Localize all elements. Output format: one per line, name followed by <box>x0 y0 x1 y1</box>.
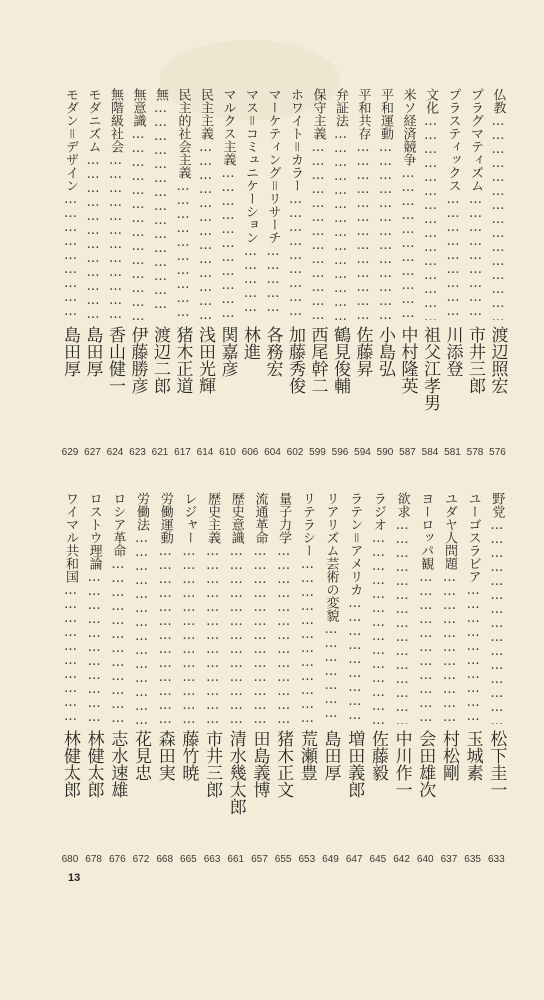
toc-entry <box>261 88 284 458</box>
entry-author: 増田義郎 <box>344 730 365 798</box>
entry-author: 猪木正文 <box>273 730 294 798</box>
entry-title: ワイマル共和国 ………………………………………………………………………………………… <box>58 492 82 724</box>
toc-entry <box>351 88 374 458</box>
entry-author: 川添登 <box>442 326 463 377</box>
entry-title: 弁証法 ………………………………………………………………………………………… <box>328 88 352 320</box>
toc-entry <box>224 492 248 865</box>
entry-page-number: 606 <box>241 447 259 458</box>
entry-title: 流通革命 ………………………………………………………………………………………… <box>247 492 271 724</box>
toc-entry <box>319 492 343 865</box>
toc-entry <box>373 88 396 458</box>
entry-page-number: 657 <box>251 854 268 865</box>
toc-entry <box>342 492 366 865</box>
entry-page-number: 627 <box>84 447 101 458</box>
entry-author: 玉城素 <box>462 730 483 781</box>
entry-page-number: 629 <box>61 447 79 458</box>
entry-title: 歴史主義 ………………………………………………………………………………………… <box>200 492 224 724</box>
entry-page-number: 678 <box>85 854 102 865</box>
entry-author: 香山健一 <box>105 326 125 394</box>
entry-page-number: 614 <box>196 447 214 458</box>
toc-entry <box>418 88 441 458</box>
entry-title: レジャー ………………………………………………………………………………………… <box>176 492 200 724</box>
entry-page-number: 602 <box>286 447 304 458</box>
entry-author: 島田厚 <box>320 730 341 781</box>
entry-author: 藤竹暁 <box>178 730 199 781</box>
entry-title: 労働運動 ………………………………………………………………………………………… <box>153 492 177 724</box>
entry-author: 祖父江孝男 <box>420 326 440 411</box>
entry-page-number: 594 <box>354 447 371 458</box>
entry-author: 森田実 <box>154 730 175 781</box>
entry-author: 島田厚 <box>60 326 80 377</box>
entry-title: 労働法 ………………………………………………………………………………………… <box>129 492 153 724</box>
entry-author: 林進 <box>240 326 260 360</box>
entry-title: ユダヤ人問題 ………………………………………………………………………………………… <box>437 492 461 724</box>
toc-entry <box>366 492 390 865</box>
toc-entry <box>200 492 224 865</box>
entry-page-number: 624 <box>106 447 124 458</box>
toc-entry <box>441 88 464 458</box>
toc-entry <box>463 88 486 458</box>
toc-entry <box>193 88 216 458</box>
entry-author: 佐藤昇 <box>352 326 373 377</box>
entry-author: 鶴見俊輔 <box>330 326 350 394</box>
entry-title: 文化 ………………………………………………………………………………………… <box>418 88 442 320</box>
entry-page-number: 578 <box>466 447 484 458</box>
entry-page-number: 661 <box>227 854 245 865</box>
entry-title: ホワイト＝カラー ………………………………………………………………………………………… <box>283 88 307 320</box>
entry-page-number: 649 <box>322 854 339 865</box>
entry-author: 猪木正道 <box>172 326 193 394</box>
toc-entry <box>216 88 239 458</box>
entry-title: 野党 ………………………………………………………………………………………… <box>484 492 508 724</box>
entry-page-number: 676 <box>108 854 126 865</box>
toc-entry <box>238 88 261 458</box>
toc-entry <box>82 492 106 865</box>
entry-page-number: 590 <box>376 447 394 458</box>
entry-author: 会田雄次 <box>415 730 436 798</box>
entry-page-number: 637 <box>440 854 458 865</box>
entry-page-number: 604 <box>264 447 281 458</box>
entry-title: 仏教 ………………………………………………………………………………………… <box>486 88 510 320</box>
toc-entry <box>295 492 319 865</box>
entry-title: リアリズム芸術の変貌 ………………………………………………………………………………………… <box>319 492 343 724</box>
entry-author: 関嘉彦 <box>217 326 238 377</box>
toc-entry <box>413 492 437 865</box>
entry-title: ロストウ理論 ………………………………………………………………………………………… <box>82 492 106 724</box>
entry-page-number: 647 <box>345 854 363 865</box>
entry-page-number: 587 <box>399 447 416 458</box>
entry-page-number: 640 <box>416 854 434 865</box>
entry-page-number: 668 <box>156 854 174 865</box>
toc-entry <box>176 492 200 865</box>
toc-entry <box>103 88 126 458</box>
entry-author: 村松剛 <box>438 730 459 781</box>
entry-title: ラテン＝アメリカ ………………………………………………………………………………………… <box>342 492 366 724</box>
page-number: 13 <box>68 872 81 884</box>
entry-title: 平和運動 ………………………………………………………………………………………… <box>373 88 397 320</box>
entry-title: マルクス主義 ………………………………………………………………………………………… <box>216 88 240 320</box>
entry-title: モダニズム ………………………………………………………………………………………… <box>81 88 105 320</box>
entry-author: 松下圭一 <box>486 730 507 798</box>
toc-entry <box>81 88 104 458</box>
entry-author: 市井三郎 <box>202 730 223 798</box>
toc-entry <box>153 492 177 865</box>
entry-title: 民主的社会主義 ………………………………………………………………………………………… <box>171 88 195 320</box>
entry-page-number: 680 <box>61 854 79 865</box>
entry-page-number: 663 <box>203 854 221 865</box>
entry-author: 中村隆英 <box>397 326 418 394</box>
entry-page-number: 635 <box>464 854 481 865</box>
toc-entry <box>328 88 351 458</box>
entry-page-number: 623 <box>129 447 146 458</box>
entry-author: 佐藤毅 <box>367 730 388 781</box>
toc-entry <box>390 492 414 865</box>
entry-author: 浅田光輝 <box>195 326 215 394</box>
entry-title: 無意識 ………………………………………………………………………………………… <box>126 88 150 320</box>
toc-entry <box>486 88 509 458</box>
entry-author: 林健太郎 <box>59 730 80 798</box>
entry-author: 清水幾太郎 <box>225 730 246 815</box>
entry-title: 無階級社会 ………………………………………………………………………………………… <box>103 88 127 320</box>
entry-author: 島田厚 <box>82 326 103 377</box>
entry-author: 渡辺二郎 <box>150 326 170 394</box>
toc-entry <box>283 88 306 458</box>
entry-title: 民主主義 ………………………………………………………………………………………… <box>193 88 217 320</box>
entry-page-number: 610 <box>219 447 236 458</box>
entry-title: マーケティング＝リサーチ ………………………………………………………………………………………… <box>261 88 285 320</box>
entry-author: 田島義博 <box>249 730 270 798</box>
entry-page-number: 617 <box>174 447 191 458</box>
entry-title: 量子力学 ………………………………………………………………………………………… <box>271 492 295 724</box>
entry-title: 平和共存 ………………………………………………………………………………………… <box>351 88 375 320</box>
toc-block-top <box>58 88 508 458</box>
entry-title: ヨーロッパ観 ………………………………………………………………………………………… <box>413 492 437 724</box>
entry-title: 歴史意識 ………………………………………………………………………………………… <box>224 492 248 724</box>
toc-entry <box>105 492 129 865</box>
entry-title: 米ソ経済競争 ………………………………………………………………………………………… <box>396 88 420 320</box>
toc-block-bottom <box>58 492 508 865</box>
entry-page-number: 653 <box>298 854 316 865</box>
entry-author: 荒瀬豊 <box>296 730 317 781</box>
entry-page-number: 655 <box>274 854 292 865</box>
entry-page-number: 665 <box>180 854 197 865</box>
toc-entry <box>247 492 271 865</box>
entry-title: ユーゴスラビア ………………………………………………………………………………………… <box>461 492 485 724</box>
entry-page-number: 645 <box>369 854 387 865</box>
entry-author: 伊藤勝彦 <box>127 326 148 394</box>
entry-page-number: 581 <box>444 447 461 458</box>
entry-page-number: 642 <box>393 854 410 865</box>
entry-page-number: 633 <box>487 854 505 865</box>
entry-title: プラスティックス ………………………………………………………………………………………… <box>441 88 465 320</box>
toc-entry <box>171 88 194 458</box>
entry-author: 西尾幹二 <box>307 326 328 394</box>
entry-author: 加藤秀俊 <box>285 326 305 394</box>
entry-author: 中川作一 <box>391 730 412 798</box>
entry-author: 志水速雄 <box>107 730 128 798</box>
entry-author: 各務宏 <box>262 326 283 377</box>
entry-title: マス＝コミュニケーション ………………………………………………………………………………………… <box>238 88 262 320</box>
entry-page-number: 576 <box>489 447 506 458</box>
toc-entry <box>271 492 295 865</box>
entry-page-number: 584 <box>421 447 439 458</box>
entry-author: 花見忠 <box>131 730 151 781</box>
entry-title: ラジオ ………………………………………………………………………………………… <box>366 492 390 724</box>
entry-title: モダン＝デザイン ………………………………………………………………………………………… <box>58 88 82 320</box>
toc-entry <box>126 88 149 458</box>
entry-title: 欲求 ………………………………………………………………………………………… <box>390 492 414 724</box>
toc-entry <box>437 492 461 865</box>
entry-page-number: 599 <box>309 447 326 458</box>
toc-entry <box>58 88 81 458</box>
toc-entry <box>306 88 329 458</box>
entry-title: 無 ………………………………………………………………………………………… <box>148 88 172 320</box>
toc-entry <box>461 492 485 865</box>
entry-title: ロシア革命 ………………………………………………………………………………………… <box>105 492 129 724</box>
entry-author: 市井三郎 <box>465 326 485 394</box>
toc-entry <box>396 88 419 458</box>
entry-title: 保守主義 ………………………………………………………………………………………… <box>306 88 330 320</box>
entry-page-number: 672 <box>132 854 150 865</box>
toc-entry <box>129 492 153 865</box>
entry-title: プラグマティズム ………………………………………………………………………………………… <box>463 88 487 320</box>
entry-page-number: 621 <box>151 447 169 458</box>
entry-author: 林健太郎 <box>83 730 104 798</box>
toc-entry <box>148 88 171 458</box>
entry-page-number: 596 <box>331 447 349 458</box>
entry-author: 小島弘 <box>375 326 395 377</box>
entry-title: リテラシー ………………………………………………………………………………………… <box>295 492 319 724</box>
toc-entry <box>58 492 82 865</box>
entry-author: 渡辺照宏 <box>487 326 508 394</box>
toc-entry <box>484 492 508 865</box>
